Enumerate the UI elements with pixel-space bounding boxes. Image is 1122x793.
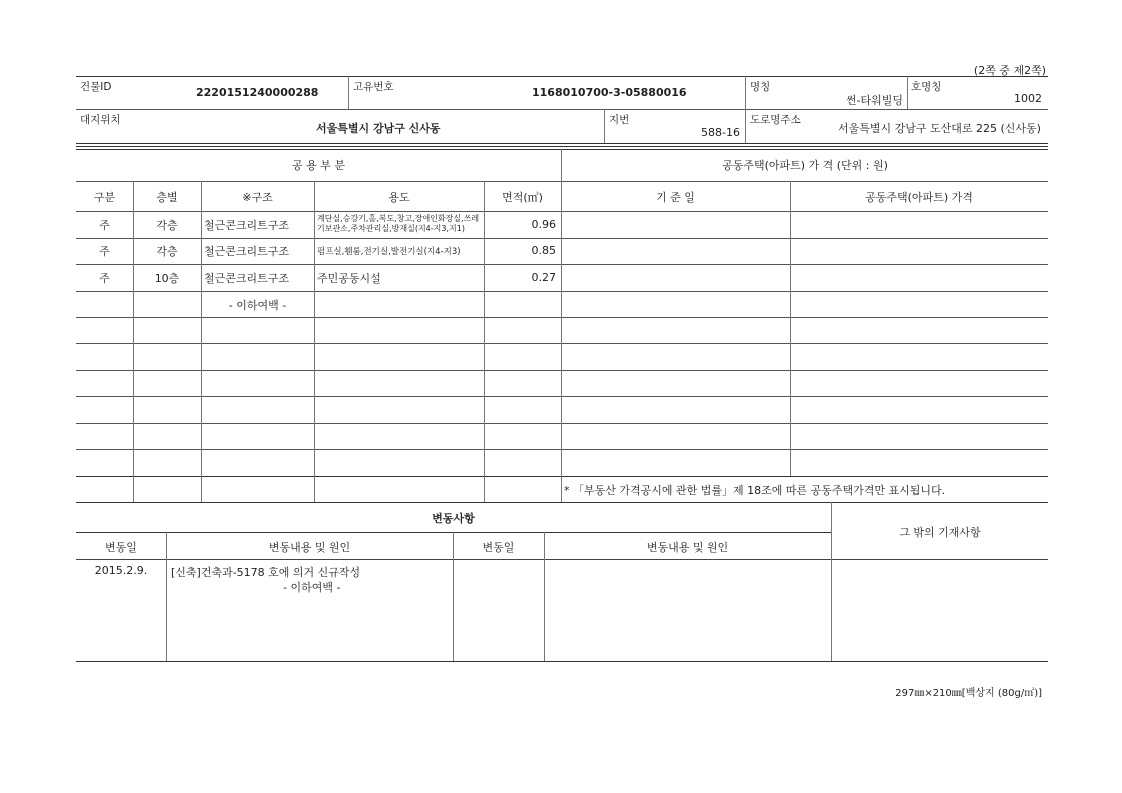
row-div: 주 — [99, 219, 110, 232]
row-struct: 철근콘크리트구조 — [204, 245, 290, 258]
row-area: 0.96 — [531, 218, 556, 231]
row-struct: 철근콘크리트구조 — [204, 272, 290, 285]
other-notes-title: 그 밖의 기재사항 — [899, 526, 981, 539]
header-divider — [348, 76, 349, 109]
row-floor: 각층 — [156, 219, 178, 232]
blank-note: - 이하여백 - — [228, 299, 287, 312]
row-area: 0.27 — [531, 271, 556, 284]
col-floor-header: 층별 — [156, 191, 178, 204]
page-indicator: (2쪽 중 제2쪽) — [973, 64, 1046, 77]
col-change-content-2: 변동내용 및 원인 — [646, 541, 729, 554]
col-div-header: 구분 — [93, 191, 116, 204]
unique-no-label: 고유번호 — [353, 81, 394, 93]
col-price-header: 공동주택(아파트) 가격 — [865, 191, 973, 204]
table-top-line — [76, 146, 1048, 147]
changes-line — [76, 532, 832, 533]
table-line — [76, 317, 1048, 318]
site-value: 서울특별시 강남구 신사동 — [316, 122, 441, 135]
row-use: 계단실,승강기,홀,복도,창고,장애인화장실,쓰레기보관소,주차관리실,방재실(지4-지3,지1) — [317, 214, 480, 233]
header-divider — [907, 76, 908, 109]
header-mid-line — [76, 109, 1048, 110]
change-entry-date: 2015.2.9. — [94, 564, 148, 577]
table-line — [76, 423, 1048, 424]
building-id-value: 2220151240000288 — [196, 86, 319, 99]
header-divider — [604, 109, 605, 143]
road-value: 서울특별시 강남구 도산대로 225 (신사동) — [838, 122, 1041, 135]
row-floor: 10층 — [154, 272, 180, 285]
change-entry-blank: - 이하여백 - — [283, 581, 341, 594]
table-line — [76, 343, 1048, 344]
unit-value: 1002 — [1014, 92, 1042, 105]
col-divider — [790, 181, 791, 476]
table-line — [76, 264, 1048, 265]
col-use-header: 용도 — [388, 191, 410, 204]
header-bottom-line — [76, 143, 1048, 144]
price-footnote: * 「부동산 가격공시에 관한 법률」제 18조에 따른 공동주택가격만 표시됩니다. — [564, 484, 946, 497]
row-use: 주민공동시설 — [317, 272, 381, 285]
table-line — [76, 211, 1048, 212]
table-bottom-line — [76, 502, 1048, 503]
table-line — [76, 291, 1048, 292]
paper-note: 297㎜×210㎜[백상지 (80g/㎡)] — [895, 688, 1042, 699]
row-use: 펌프실,휀룸,전기실,발전기실(지4-지3) — [317, 247, 461, 257]
row-floor: 각층 — [156, 245, 178, 258]
header-divider — [745, 76, 746, 143]
table-line — [76, 181, 1048, 182]
col-divider — [201, 181, 202, 502]
col-change-date-2: 변동일 — [482, 541, 515, 554]
table-line — [76, 370, 1048, 371]
changes-line — [76, 559, 1048, 560]
col-struct-header: ※구조 — [242, 191, 273, 204]
header-top-line — [76, 76, 1048, 77]
unique-no-value: 1168010700-3-05880016 — [532, 86, 687, 99]
col-area-header: 면적(㎡) — [502, 191, 543, 204]
lot-label: 지번 — [609, 114, 630, 126]
unit-label: 호명칭 — [911, 81, 942, 93]
building-id-label: 건물ID — [80, 81, 112, 93]
lot-value: 588-16 — [701, 126, 740, 139]
row-div: 주 — [99, 272, 110, 285]
row-struct: 철근콘크리트구조 — [204, 219, 290, 232]
name-value: 썬-타워빌딩 — [845, 94, 903, 107]
name-label: 명칭 — [750, 81, 771, 93]
change-entry-content: [신축]건축과-5178 호에 의거 신규작성 — [171, 566, 361, 579]
col-change-date: 변동일 — [105, 541, 137, 554]
changes-title: 변동사항 — [432, 512, 475, 525]
price-section-title: 공동주택(아파트) 가 격 (단위 : 원) — [722, 159, 888, 172]
common-section-title: 공 용 부 분 — [292, 159, 345, 172]
col-change-content: 변동내용 및 원인 — [268, 541, 351, 554]
table-line — [76, 449, 1048, 450]
table-line — [76, 238, 1048, 239]
road-label: 도로명주소 — [750, 114, 801, 126]
col-divider — [314, 181, 315, 502]
table-top-line-2 — [76, 149, 1048, 150]
table-line — [76, 476, 1048, 477]
row-div: 주 — [99, 245, 110, 258]
changes-bottom-line — [76, 661, 1048, 662]
site-label: 대지위치 — [80, 114, 121, 126]
row-area: 0.85 — [531, 244, 556, 257]
table-line — [76, 396, 1048, 397]
col-date-header: 기 준 일 — [656, 191, 695, 204]
